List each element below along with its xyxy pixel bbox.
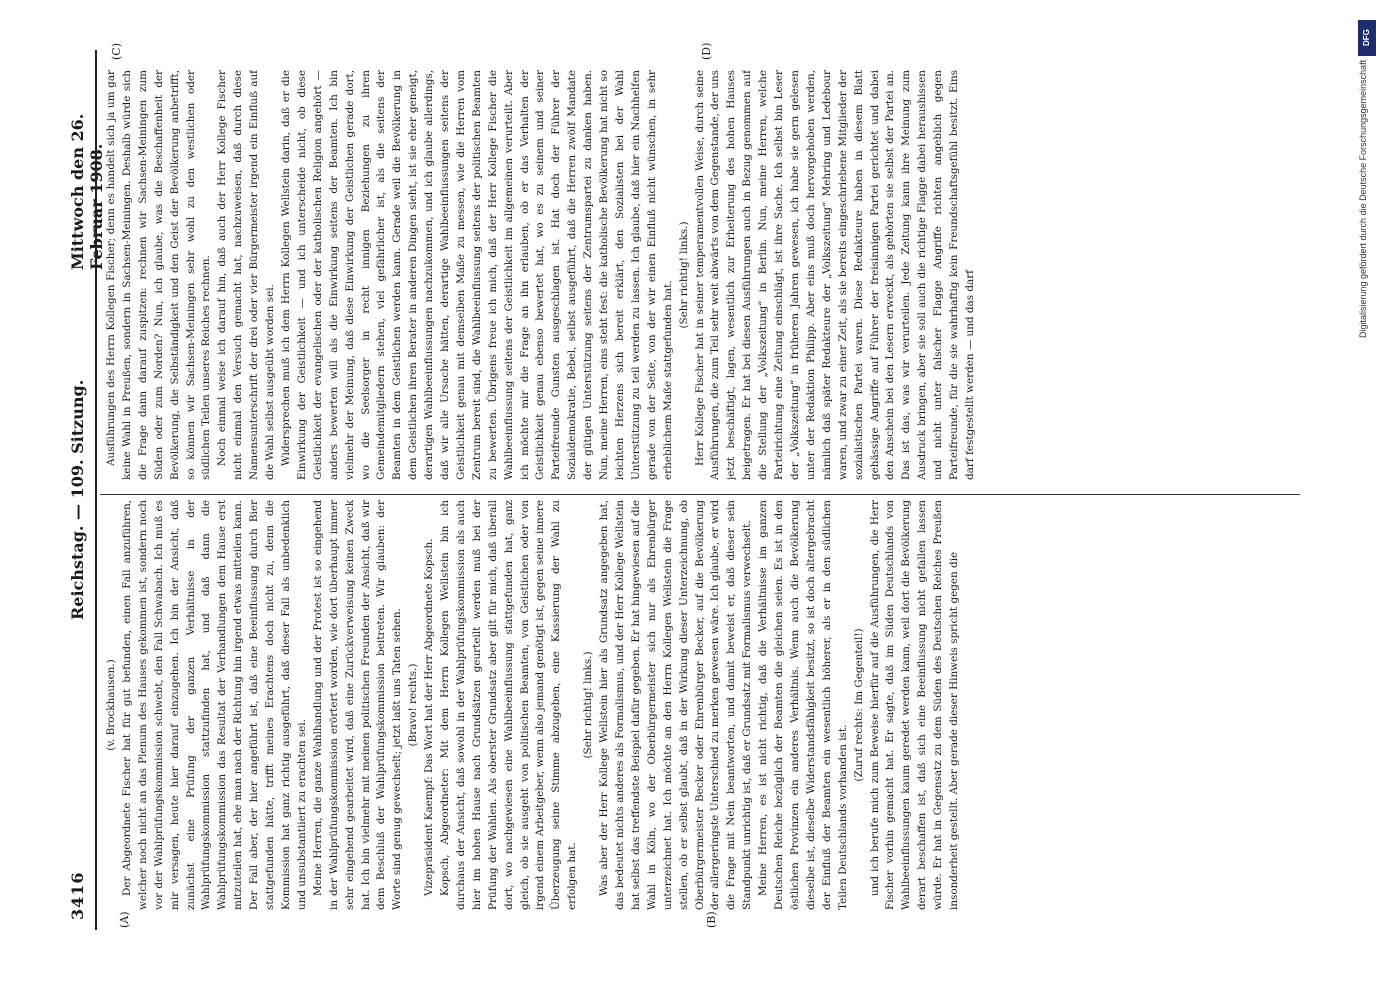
session-date: Mittwoch den 26. Februar 1908.: [68, 113, 106, 270]
paragraph: Meine Herren, die ganze Wahlhandlung und der Protest ist so eingehend in der Wahlprüfungskommission erörtert worden, wie dort überhaupt immer sehr eingehend gearbeitet wird, daß eine Zurückverweisung keinen Zweck hat. Ich bin vielmehr mit meinen politischen Freunden der Ansicht, daß wir dem Beschluß der Wahlprüfungskommission beitreten. Wir glauben: der Worte sind genug gewechselt; jetzt laßt uns Taten sehen.: [311, 500, 404, 910]
paragraph: Widersprechen muß ich dem Herrn Kollegen Wellstein darin, daß er die Einwirkung der Geistlichkeit — und ich unterscheide nicht, ob diese Geistlichkeit der evangelischen oder der katholischen Religion angehört — anders bewerten will als die Einwirkung seitens der Beamten. Ich bin vielmehr der Meinung, daß diese Einwirkung der Geistlichen gerade dort, wo die Seelsorger in recht innigen Beziehungen zu ihren Gemeindemitgliedern stehen, viel gefährlicher ist, als die seitens der Beamten in dem Geistlichen werden kann. Gerade weil die Bevölkerung in dem Geistlichen ihren Berater in anderen Dingen sieht, ist sie eher geneigt, derartigen Wahlbeeinflussungen nachzukommen, und ich glaube allerdings, daß wir alle Ursache hätten, derartige Wahlbeeinflussungen seitens der Geistlichkeit genau mit demselben Maße zu messen, wie die Herren vom Zentrum bereit sind, die Wahlbeeinflussung seitens der politischen Beamten zu bewerten. Übrigens freue ich mich, daß der Herr Kollege Fischer die Wahlbeeinflussung seitens der Geistlichkeit im allgemeinen verurteilt. Aber ich möchte mir die Frage an ihn erlauben, ob er das Verhalten der Geistlichkeit genau ebenso bewertet hat, wo es zu seinem und seiner Parteifreunde Gunsten ausgeschlagen ist. Hat doch der Führer der Sozialdemokratie, Bebel, selbst ausgeführt, daß die Herren zwölf Mandate der gütigen Unterstützung seitens der Zentrumspartei zu danken haben. Nun, meine Herren, eins steht fest: die katholische Bevölkerung hat nicht so leichten Herzens sich bereit erklärt, den Sozialisten bei der Wahl Unterstützung zu teil werden zu lassen. Ich glaube, daß hier ein Nachhelfen gerade von der Seite, von der wir einen Einfluß nicht wünschen, in sehr erheblichem Maße stattgefunden hat.: [279, 70, 674, 480]
paragraph: Kopsch, Abgeordneter: Mit dem Herrn Kollegen Wellstein bin ich durchaus der Ansicht, daß sowohl in der Wahlprüfungskommission als auch hier im hohen Hause nach Grundsätzen geurteilt werden muß bei der Prüfung der Wahlen. Als oberster Grundsatz aber gilt für mich, daß überall dort, wo nachgewiesen eine Wahlbeeinflussung stattgefunden hat, ganz gleich, ob sie ausgeht von politischen Beamten, von Geistlichen oder von irgend einem Arbeitgeber, wenn also jemand genötigt ist, gegen seine innere Überzeugung seine Stimme abzugeben, eine Kassierung der Wahl zu erfolgen hat.: [439, 500, 579, 910]
header-rule: [95, 50, 97, 930]
margin-marker-c: (C): [110, 43, 123, 60]
paragraph-note: (Sehr richtig! links.): [582, 651, 595, 759]
credit-text: Digitalisierung gefördert durch die Deutsche Forschungsgemeinschaft: [1358, 60, 1368, 339]
page-number: 3416: [68, 871, 87, 920]
margin-marker-d: (D): [700, 42, 713, 60]
paragraph-note: (Bravo! rechts.): [407, 663, 420, 747]
paragraph: Vizepräsident Kaempf: Das Wort hat der Herr Abgeordnete Kopsch.: [423, 538, 436, 896]
left-text-column: [104, 500, 1294, 910]
paragraph: Meine Herren, es ist nicht richtig, daß die Verhältnisse im ganzen Deutschen Reiche bezüglich der Beamten die gleichen seien. Es ist in den östlichen Provinzen ein anderes Verhältnis. Wenn auch die Bevölkerung dieselbe ist, dieselbe Widerstandsfähigkeit besitzt, so ist doch altergebracht der Einfluß der Beamten ein wesentlich höherer, als er in den südlichen Teilen Deutschlands vorhanden ist.: [757, 500, 849, 910]
paragraph: Ausführungen des Herrn Kollegen Fischer; denn es handelt sich ja um gar keine Wahl in Preußen, sondern in Sachsen-Meiningen. Deshalb würde sich die Frage dann darauf zuspitzen: rechnen wir Sachsen-Meiningen zum Süden oder zum Norden? Nun, ich glaube, was die Beschaffenheit der Bevölkerung, die Selbständigkeit und den Geist der Bevölkerung anbetrifft, so können wir Sachsen-Meiningen sehr wohl zu den westlichen oder südlichen Teilen unseres Reiches rechnen.: [105, 70, 213, 480]
paragraph-note: (Zuruf rechts: Im Gegenteil!): [852, 628, 865, 782]
paragraph: Noch einmal weise ich darauf hin, daß auch der Herr Kollege Fischer nicht einmal den Versuch gemacht hat, nachzuweisen, daß durch diese Namensunterschrift der drei oder vier Bürgermeister irgend ein Einfluß auf die Wahl selbst ausgeübt worden sei.: [216, 70, 277, 480]
digitization-credit: [1356, 20, 1378, 720]
paragraph-note: (Sehr richtig! links.): [677, 221, 690, 329]
dfg-logo: DFG: [1358, 20, 1376, 56]
paragraph: und ich berufe mich zum Beweise hierfür auf die Ausführungen, die Herr Fischer vorhin gemacht hat. Er sagte, daß im Süden Deutschlands von Wahlbeeinflussungen kaum geredet werden kann, weil dort die Bevölkerung derart beschaffen ist, daß sich eine Beeinflussung nicht gefallen lassen würde. Er hat in Gegensatz zu dem Süden des Deutschen Reiches Preußen insonderheit gestellt. Aber gerade dieser Hinweis spricht gegen die: [868, 500, 961, 910]
margin-marker-a: (A): [118, 911, 131, 928]
column-divider: [100, 494, 1300, 495]
paragraph-note: (v. Brockhausen.): [105, 659, 117, 751]
session-title: Reichstag. — 109. Sitzung.: [68, 379, 87, 620]
right-text-column: [104, 70, 1294, 480]
paragraph: Herr Kollege Fischer hat in seiner temperamentvollen Weise, durch seine Ausführungen, die zum Teil sehr weit abwärts von dem Gegenstande, der uns jetzt beschäftigt, lagen, wesentlich zur Erheiterung des hohen Hauses beigetragen. Er hat bei diesen Ausführungen auch in Bezug genommen auf die Stellung der „Volkszeitung“ in Berlin. Nun, meine Herren, welche Parteirichtung eine Zeitung einschlägt, ist ihre Sache. Ich selbst bin Leser der „Volkszeitung“ in früheren Jahren gewesen, ich habe sie gern gelesen unter der Redaktion Philipp. Aber eins muß doch hervorgehoben werden, nämlich daß später Redakteure der „Volkszeitung“ Mehring und Ledebour waren, und zwar zu einer Zeit, als sie bereits eingeschriebene Mitglieder der sozialistischen Partei waren. Diese Redakteure haben in diesem Blatt gehässige Angriffe auf Führer der freisinnigen Partei gerichtet und dabei den Anschein bei den Lesern erweckt, als gehörten sie selbst der Partei an. Das ist das, was wir verurteilen. Jede Zeitung kann ihre Meinung zum Ausdruck bringen, aber sie soll auch die richtige Flagge dabei heraushissen und nicht unter falscher Flagge Angriffe richten angeblich gegen Parteifreunde, für die sie wahrhaftig kein Freundschaftsgefühl besitzt. Eins darf festgestellt werden — und das darf: [693, 70, 976, 480]
paragraph: Was aber der Herr Kollege Wellstein hier als Grundsatz angegeben hat, das bedeutet nichts anderes als Formalismus, und der Herr Kollege Wellstein hat selbst das treffendste Beispiel dafür gegeben. Er hat hingewiesen auf die Wahl in Köln, wo der Oberbürgermeister sich nur als Ehrenbürger unterzeichnet hat. Ich möchte an den Herrn Kollegen Wellstein die Frage stellen, ob er selbst glaubt, daß in der Wirkung dieser Unterzeichnung, ob Oberbürgermeister Becker oder Ehrenbürger Becker, auf die Bevölkerung der allergeringste Unterschied zu merken gewesen wäre. Ich glaube, er wird die Frage mit Nein beantworten, und damit beweist er, daß dieser sein Standpunkt unrichtig ist, daß er Grundsatz mit Formalismus verwechselt.: [598, 500, 754, 910]
margin-marker-b: (B): [705, 911, 718, 928]
paragraph: Der Abgeordnete Fischer hat für gut befunden, einen Fall anzuführen, welcher noch nicht an das Plenum des Hauses gekommen ist, sondern noch vor der Wahlprüfungskommission schwebt, den Fall Schwabach. Ich muß es mir versagen, heute hier darauf einzugehen. Ich bin der Ansicht, daß zunächst eine Prüfung der ganzen Verhältnisse in der Wahlprüfungskommission stattzufinden hat, und daß dann die Wahlprüfungskommission das Resultat der Verhandlungen dem Hause erst mitzuteilen hat, ehe man nach der Richtung hin irgend etwas mitteilen kann. Der Fall aber, der hier angeführt ist, daß eine Beeinflussung durch Bier stattgefunden hätte, trifft meines Erachtens doch nicht zu, denn die Kommission hat ganz richtig ausgeführt, daß dieser Fall als unbedenklich und unsubstantiiert zu erachten sei.: [120, 500, 308, 910]
page-header: [60, 60, 106, 920]
